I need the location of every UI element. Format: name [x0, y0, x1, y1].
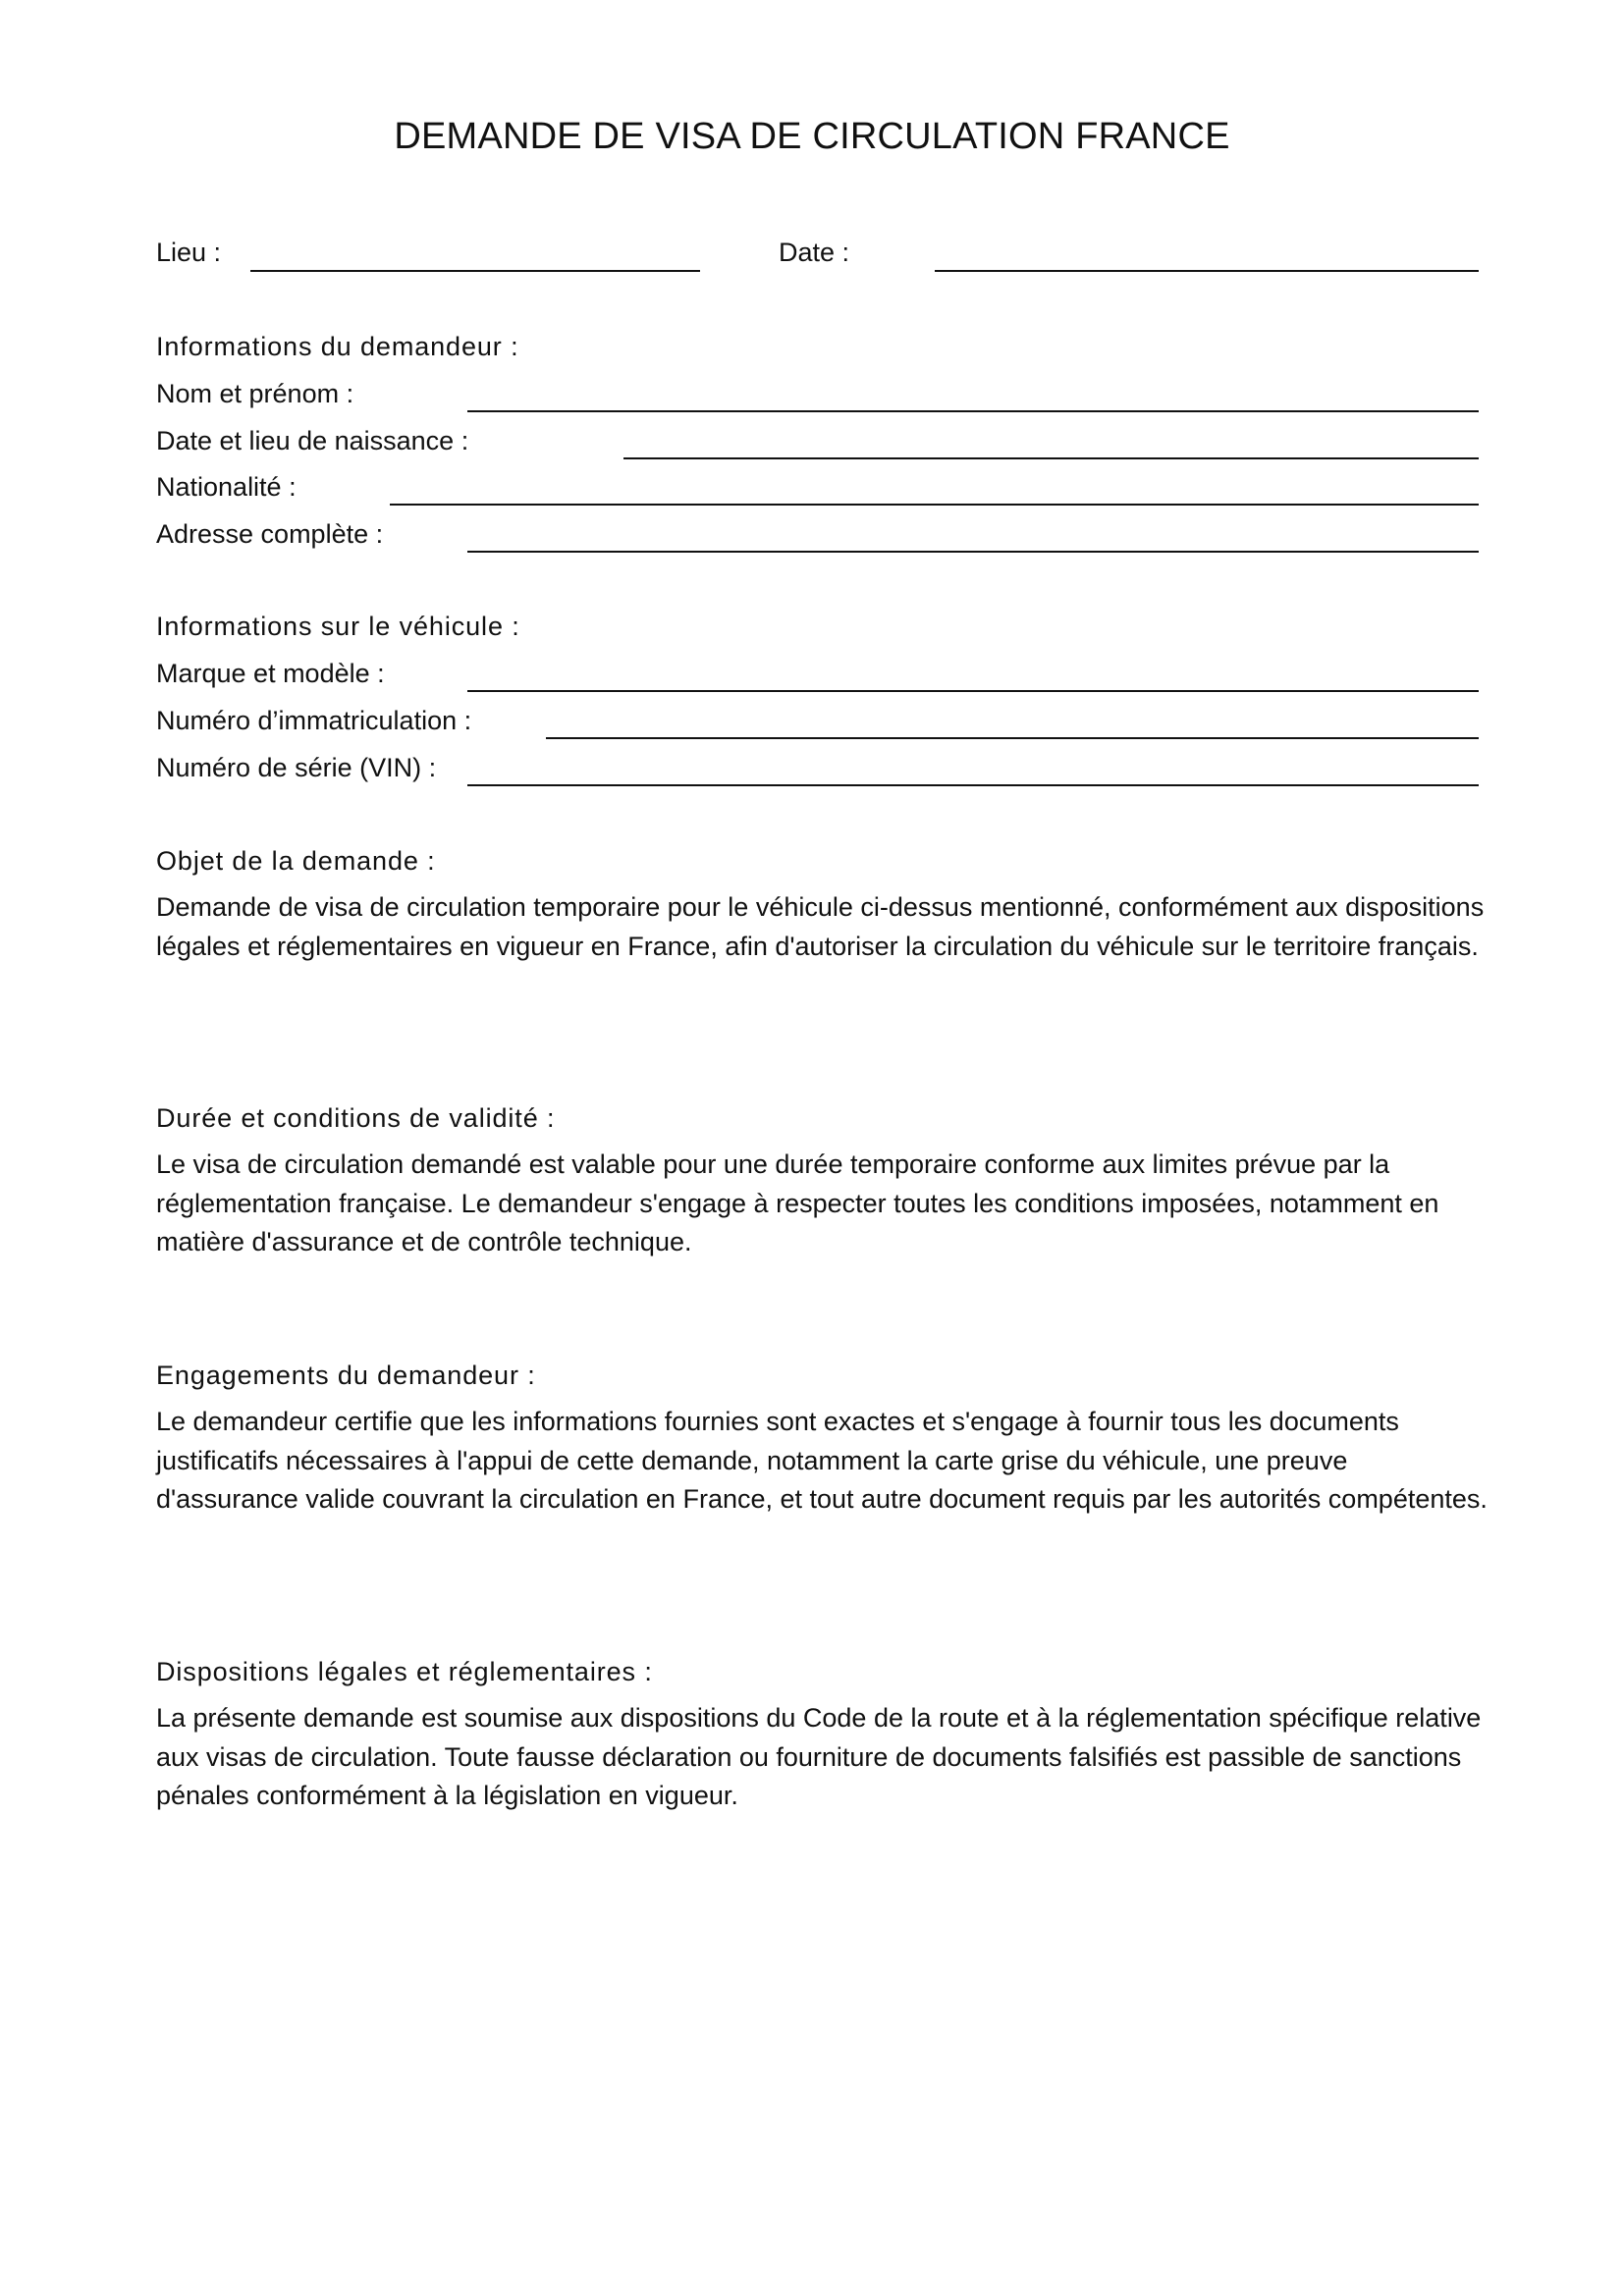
vehicle-heading: Informations sur le véhicule :	[156, 612, 520, 641]
marque-modele-label: Marque et modèle :	[156, 659, 385, 688]
objet-heading: Objet de la demande :	[156, 846, 436, 876]
nationalite-field[interactable]	[390, 504, 1479, 506]
document-title: DEMANDE DE VISA DE CIRCULATION FRANCE	[394, 116, 1230, 157]
vin-label: Numéro de série (VIN) :	[156, 753, 437, 782]
nom-prenom-field[interactable]	[467, 410, 1479, 412]
applicant-heading: Informations du demandeur :	[156, 332, 519, 361]
adresse-label: Adresse complète :	[156, 519, 384, 549]
engagements-heading: Engagements du demandeur :	[156, 1361, 536, 1390]
dispositions-text: La présente demande est soumise aux dispositions du Code de la route et à la réglementation spécifique relative aux visas de circulation. Toute fausse déclaration ou fourniture de documents falsifiés est passible de sanctions pénales conformément à la législation en vigueur.	[156, 1703, 1482, 1810]
nom-prenom-label: Nom et prénom :	[156, 379, 354, 408]
marque-modele-field[interactable]	[467, 690, 1479, 692]
date-label: Date :	[779, 238, 850, 267]
date-field[interactable]	[935, 270, 1479, 272]
lieu-label: Lieu :	[156, 238, 222, 267]
duree-text: Le visa de circulation demandé est valable pour une durée temporaire conforme aux limites prévue par la réglementation française. Le demandeur s'engage à respecter toutes les conditions imposées, notamment en matière d'assurance et de contrôle technique.	[156, 1149, 1439, 1256]
immatriculation-field[interactable]	[546, 737, 1479, 739]
immatriculation-label: Numéro d’immatriculation :	[156, 706, 472, 735]
duree-heading: Durée et conditions de validité :	[156, 1103, 556, 1133]
lieu-field[interactable]	[250, 270, 700, 272]
adresse-field[interactable]	[467, 551, 1479, 553]
naissance-label: Date et lieu de naissance :	[156, 426, 469, 455]
naissance-field[interactable]	[623, 457, 1479, 459]
dispositions-heading: Dispositions légales et réglementaires :	[156, 1657, 653, 1686]
objet-text: Demande de visa de circulation temporaire pour le véhicule ci-dessus mentionné, conformément aux dispositions légales et réglementaires en vigueur en France, afin d'autoriser la circulation du véhicule sur le territoire français.	[156, 892, 1485, 961]
nationalite-label: Nationalité :	[156, 472, 297, 502]
vin-field[interactable]	[467, 784, 1479, 786]
engagements-text: Le demandeur certifie que les informations fournies sont exactes et s'engage à fournir tous les documents justificatifs nécessaires à l'appui de cette demande, notamment la carte grise du véhicule, une preuve d'assurance valide couvrant la circulation en France, et tout autre document requis par les autorités compétentes.	[156, 1407, 1488, 1514]
